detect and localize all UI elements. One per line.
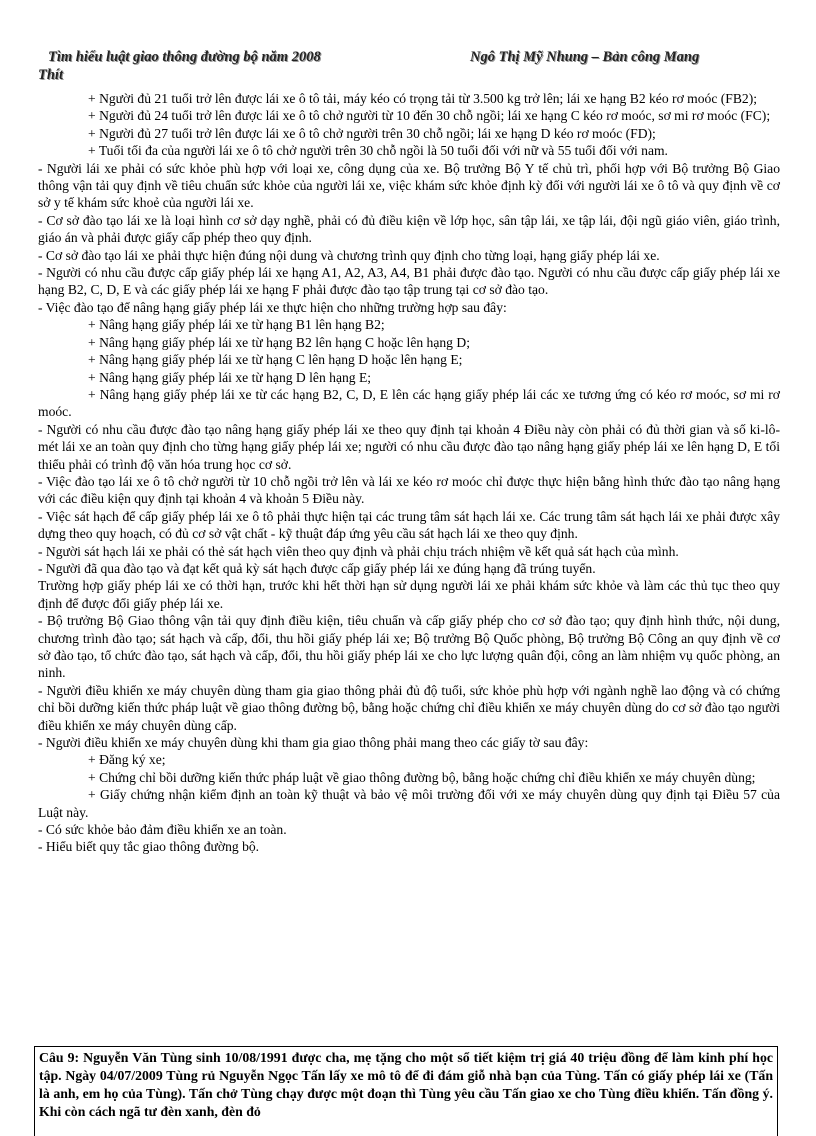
paragraph: - Bộ trưởng Bộ Giao thông vận tải quy định điều kiện, tiêu chuẩn và cấp giấy phép cho cơ sở đào tạo; quy định hình thức, nội dung, chương trình đào tạo; sát hạch và cấp, đổi, thu hồi giấy phép lái xe; Bộ trưởng Bộ Quốc phòng, Bộ trưởng Bộ Công an quy định về cơ sở đào tạo, tổ chức đào tạo, sát hạch và cấp, đổi, thu hồi giấy phép lái xe cho lực lượng quân đội, công an làm nhiệm vụ quốc phòng, an ninh. [38, 613, 780, 681]
paragraph: - Có sức khỏe bảo đảm điều khiển xe an toàn. [38, 822, 287, 838]
list-item: + Giấy chứng nhận kiểm định an toàn kỹ thuật và bảo vệ môi trường đối với xe máy chuyên dùng quy định tại Điều 57 của Luật này. [38, 787, 780, 820]
list-item: + Người đủ 21 tuổi trở lên được lái xe ô tô tải, máy kéo có trọng tải từ 3.500 kg trở lên; lái xe hạng B2 kéo rơ moóc (FB2); [88, 91, 758, 106]
paragraph: - Người có nhu cầu được đào tạo nâng hạng giấy phép lái xe theo quy định tại khoản 4 Điều này còn phải có đủ thời gian và số ki-lô-mét lái xe an toàn quy định cho từng hạng giấy phép lái xe; người có nhu cầu được đào tạo nâng hạng giấy phép lái xe lên hạng D, E tối thiểu phải có trình độ văn hóa trung học cơ sở. [38, 421, 780, 472]
paragraph: - Việc đào tạo lái xe ô tô chở người từ 10 chỗ ngồi trở lên và lái xe kéo rơ moóc chỉ được thực hiện bằng hình thức đào tạo nâng hạng với các điều kiện quy định tại khoản 4 và khoản 5 Điều này. [38, 473, 780, 507]
list-item: + Người đủ 27 tuổi trở lên được lái xe ô tô chở người trên 30 chỗ ngồi; lái xe hạng D kéo rơ moóc (FD); [88, 125, 656, 141]
list-item: + Nâng hạng giấy phép lái xe từ hạng C lên hạng D hoặc lên hạng E; [88, 352, 463, 368]
paragraph: - Người có nhu cầu được cấp giấy phép lái xe hạng A1, A2, A3, A4, B1 phải được đào tạo. Người có nhu cầu được cấp giấy phép lái xe hạng B2, C, D, E và các giấy phép lái xe hạng F phải được đào tạo tập trung tại cơ sở đào tạo. [38, 265, 780, 298]
paragraph: - Người điều khiển xe máy chuyên dùng tham gia giao thông phải đủ độ tuổi, sức khỏe phù hợp với ngành nghề lao động và có chứng chỉ bồi dưỡng kiến thức pháp luật về giao thông đường bộ, bằng hoặc chứng chỉ điều khiển xe máy chuyên dùng do cơ sở đào tạo người điều khiển xe máy chuyên dùng cấp. [38, 682, 780, 733]
paragraph: - Người lái xe phải có sức khỏe phù hợp với loại xe, công dụng của xe. Bộ trưởng Bộ Y tế chủ trì, phối hợp với Bộ trưởng Bộ Giao thông vận tải quy định về tiêu chuẩn sức khỏe của người lái xe, việc khám sức khỏe định kỳ đối với người lái xe ô tô và quy định về cơ sở y tế khám sức khoẻ của người lái xe. [38, 160, 780, 211]
list-item: + Người đủ 24 tuổi trở lên được lái xe ô tô chở người từ 10 đến 30 chỗ ngồi; lái xe hạng C kéo rơ moóc, sơ mi rơ moóc (FC); [88, 108, 771, 124]
question-text: Câu 9: Nguyễn Văn Tùng sinh 10/08/1991 được cha, mẹ tặng cho một sổ tiết kiệm trị giá 40 triệu đồng để làm kinh phí học tập. Ngày 04/07/2009 Tùng rủ Nguyễn Ngọc Tấn lấy xe mô tô để đi đám giỗ nhà bạn của Tùng. Tấn có giấy phép lái xe (Tấn là anh, em họ của Tùng). Tấn chở Tùng chạy được một đoạn thì Tùng yêu cầu Tấn giao xe cho Tùng điều khiển. Tấn đồng ý. Khi còn cách ngã tư đèn xanh, đèn đỏ [39, 1050, 773, 1119]
paragraph: Trường hợp giấy phép lái xe có thời hạn, trước khi hết thời hạn sử dụng người lái xe phải khám sức khỏe và làm các thủ tục theo quy định để được đổi giấy phép lái xe. [38, 578, 780, 611]
header-author: Ngô Thị Mỹ Nhung – Bản công Mang [470, 49, 700, 65]
paragraph: - Việc sát hạch để cấp giấy phép lái xe ô tô phải thực hiện tại các trung tâm sát hạch lái xe. Các trung tâm sát hạch lái xe phải được xây dựng theo quy hoạch, có đủ cơ sở vật chất - kỹ thuật đáp ứng yêu cầu sát hạch lái xe theo quy định. [38, 508, 780, 542]
paragraph: - Hiểu biết quy tắc giao thông đường bộ. [38, 839, 260, 855]
paragraph: - Người sát hạch lái xe phải có thẻ sát hạch viên theo quy định và phải chịu trách nhiệm về kết quả sát hạch của mình. [38, 543, 679, 559]
header-title: Tìm hiểu luật giao thông đường bộ năm 2008 [48, 49, 321, 65]
paragraph: - Người đã qua đào tạo và đạt kết quả kỳ sát hạch được cấp giấy phép lái xe đúng hạng đã trúng tuyển. [38, 560, 596, 576]
list-item: + Nâng hạng giấy phép lái xe từ các hạng B2, C, D, E lên các hạng giấy phép lái các xe tương ứng có kéo rơ moóc, sơ mi rơ moóc. [38, 386, 780, 420]
paragraph: - Cơ sở đào tạo lái xe là loại hình cơ sở dạy nghề, phải có đủ điều kiện về lớp học, sân tập lái, xe tập lái, đội ngũ giáo viên, giáo trình, giáo án và phải được giấy cấp phép theo quy định. [38, 212, 780, 246]
list-item: + Nâng hạng giấy phép lái xe từ hạng B2 lên hạng C hoặc lên hạng D; [88, 334, 470, 350]
list-item: + Chứng chỉ bồi dưỡng kiến thức pháp luật về giao thông đường bộ, bằng hoặc chứng chỉ điều khiển xe máy chuyên dùng; [88, 769, 756, 785]
paragraph: - Việc đào tạo để nâng hạng giấy phép lái xe thực hiện cho những trường hợp sau đây: [38, 299, 507, 315]
list-item: + Tuổi tối đa của người lái xe ô tô chở người trên 30 chỗ ngồi là 50 tuổi đối với nữ và 55 tuổi đối với nam. [88, 143, 668, 159]
list-item: + Nâng hạng giấy phép lái xe từ hạng D lên hạng E; [88, 369, 372, 385]
paragraph: - Người điều khiển xe máy chuyên dùng khi tham gia giao thông phải mang theo các giấy tờ sau đây: [38, 735, 589, 751]
list-item: + Nâng hạng giấy phép lái xe từ hạng B1 lên hạng B2; [88, 317, 385, 333]
document-body [38, 90, 780, 856]
list-item: + Đăng ký xe; [88, 752, 166, 768]
header-author-continued: Thít [38, 67, 63, 83]
paragraph: - Cơ sở đào tạo lái xe phải thực hiện đúng nội dung và chương trình quy định cho từng loại, hạng giấy phép lái xe. [38, 247, 660, 263]
